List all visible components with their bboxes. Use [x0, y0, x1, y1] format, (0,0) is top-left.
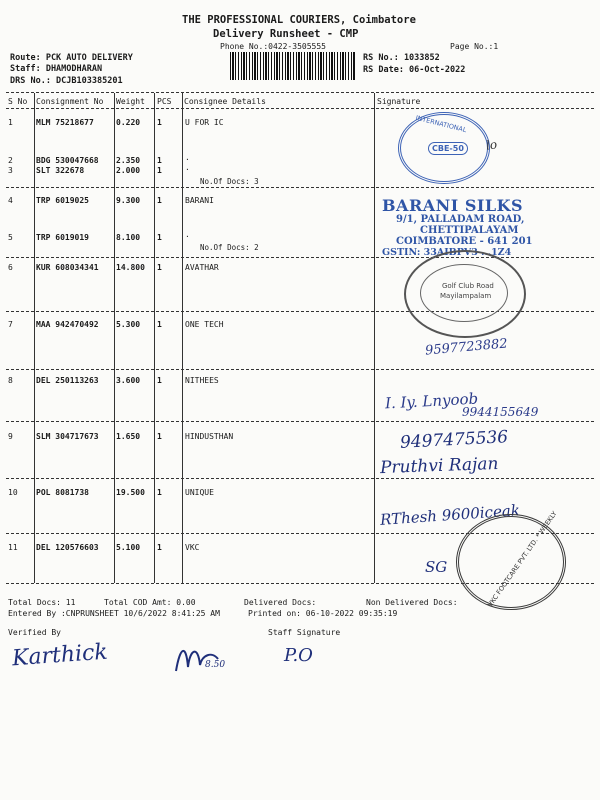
company-name: THE PROFESSIONAL COURIERS, Coimbatore — [182, 14, 416, 26]
row-weight: 2.000 — [116, 166, 141, 175]
row-sno: 11 — [8, 543, 18, 552]
barani-stamp-gstin: GSTIN: 33AIBPV3 ...1Z4 — [382, 247, 512, 258]
table-header-rule — [6, 108, 594, 109]
row-consignment: MLM 75218677 — [36, 118, 94, 127]
row-consignee: BARANI — [185, 196, 214, 205]
rs-number: RS No.: 1033852 — [363, 53, 440, 63]
row-weight: 14.800 — [116, 263, 145, 272]
col-divider — [182, 93, 183, 583]
row-pcs: 1 — [157, 432, 162, 441]
row11-signature: SG — [425, 558, 448, 576]
barani-stamp-name: BARANI SILKS — [382, 196, 524, 215]
staff: Staff: DHAMODHARAN — [10, 64, 103, 74]
row-consignment: POL 8081738 — [36, 488, 89, 497]
barani-stamp-address: 9/1, PALLADAM ROAD, — [396, 214, 525, 225]
row9-handwritten-name: Pruthvi Rajan — [379, 453, 499, 479]
row-pcs: 1 — [157, 376, 162, 385]
col-divider — [374, 93, 375, 583]
row-consignee: ONE TECH — [185, 320, 224, 329]
row-sno: 2 — [8, 156, 13, 165]
row-consignee: AVATHAR — [185, 263, 219, 272]
staff-signature-initials: P.O — [284, 645, 313, 666]
col-header-signature: Signature — [377, 97, 421, 106]
row-consignment: MAA 942470492 — [36, 320, 99, 329]
row-rule — [6, 369, 594, 370]
verified-by-label: Verified By — [8, 628, 61, 637]
row7-handwritten-phone: 9597723882 — [424, 336, 509, 359]
row-pcs: 1 — [157, 166, 162, 175]
rs-date: RS Date: 06-Oct-2022 — [363, 65, 466, 75]
row-consignment: DEL 120576603 — [36, 543, 99, 552]
row-consignee: . — [185, 153, 190, 162]
row-weight: 19.500 — [116, 488, 145, 497]
row-consignment: SLM 304717673 — [36, 432, 99, 441]
row-sno: 8 — [8, 376, 13, 385]
row-pcs: 1 — [157, 320, 162, 329]
row-weight: 2.350 — [116, 156, 141, 165]
row-weight: 0.220 — [116, 118, 141, 127]
col-header-consignment: Consignment No — [36, 97, 104, 106]
row-consignee: UNIQUE — [185, 488, 214, 497]
row-consignment: TRP 6019019 — [36, 233, 89, 242]
staff-signature-time: 8.50 — [205, 660, 226, 670]
row-weight: 5.300 — [116, 320, 141, 329]
row-consignment: TRP 6019025 — [36, 196, 89, 205]
phone-number: Phone No.:0422-3505555 — [220, 42, 326, 51]
printed-on: Printed on: 06-10-2022 09:35:19 — [248, 609, 398, 618]
school-stamp — [404, 250, 526, 338]
col-header-consignee: Consignee Details — [184, 97, 266, 106]
table-top-rule — [6, 92, 594, 93]
staff-signature-label: Staff Signature — [268, 628, 341, 637]
row-pcs: 1 — [157, 196, 162, 205]
row-pcs: 1 — [157, 263, 162, 272]
barani-stamp-address: CHETTIPALAYAM — [420, 225, 519, 236]
row-pcs: 1 — [157, 233, 162, 242]
row-consignee: . — [185, 163, 190, 172]
row-pcs: 1 — [157, 156, 162, 165]
row-sno: 9 — [8, 432, 13, 441]
non-delivered-docs: Non Delivered Docs: — [366, 598, 458, 607]
row-consignment: DEL 250113263 — [36, 376, 99, 385]
page-number: Page No.:1 — [450, 42, 499, 51]
col-divider — [154, 93, 155, 583]
row-weight: 3.600 — [116, 376, 141, 385]
barcode — [230, 52, 356, 80]
total-docs: Total Docs: 11 — [8, 598, 76, 607]
row-consignee: HINDUSTHAN — [185, 432, 234, 441]
row9-handwritten-phone: 9497475536 — [399, 427, 509, 453]
school-stamp-line: Golf Club Road — [442, 282, 494, 290]
doc-count-note: No.Of Docs: 2 — [200, 243, 259, 252]
entered-by: Entered By :CNPRUNSHEET 10/6/2022 8:41:25 AM — [8, 609, 220, 618]
row8-handwritten-phone: 9944155649 — [462, 405, 539, 419]
row-weight: 8.100 — [116, 233, 141, 242]
col-header-pcs: PCS — [157, 97, 172, 106]
row-pcs: 1 — [157, 488, 162, 497]
row-weight: 9.300 — [116, 196, 141, 205]
col-header-sno: S No — [8, 97, 28, 106]
row-sno: 10 — [8, 488, 18, 497]
row-consignee: . — [185, 230, 190, 239]
row-sno: 6 — [8, 263, 13, 272]
col-divider — [114, 93, 115, 583]
delivered-docs: Delivered Docs: — [244, 598, 317, 607]
barani-stamp-address: COIMBATORE - 641 201 — [396, 236, 533, 247]
row-rule — [6, 478, 594, 479]
row1-initials: lo — [485, 137, 498, 153]
row-weight: 1.650 — [116, 432, 141, 441]
row-consignment: BDG 530047668 — [36, 156, 99, 165]
row-sno: 7 — [8, 320, 13, 329]
international-stamp-code: CBE-50 — [428, 142, 468, 155]
sheet-title: Delivery Runsheet - CMP — [213, 28, 359, 40]
row-consignment: SLT 322678 — [36, 166, 85, 175]
row-sno: 5 — [8, 233, 13, 242]
drs-number: DRS No.: DCJB103385201 — [10, 76, 123, 86]
total-cod-amount: Total COD Amt: 0.00 — [104, 598, 196, 607]
col-divider — [34, 93, 35, 583]
school-stamp-line: Mayilampalam — [440, 292, 492, 300]
international-stamp-top-text: INTERNATIONAL — [414, 113, 468, 135]
staff-signature-scribble — [172, 637, 242, 677]
col-header-weight: Weight — [116, 97, 145, 106]
route: Route: PCK AUTO DELIVERY — [10, 53, 133, 63]
verified-by-signature: Karthick — [11, 639, 109, 672]
row-pcs: 1 — [157, 543, 162, 552]
row-consignee: NITHEES — [185, 376, 219, 385]
row10-signature: RThesh 9600iceak — [379, 501, 521, 529]
row-rule — [6, 421, 594, 422]
row-consignment: KUR 608034341 — [36, 263, 99, 272]
international-stamp — [398, 112, 490, 184]
row-sno: 4 — [8, 196, 13, 205]
row-rule — [6, 187, 594, 188]
row-consignee: VKC — [185, 543, 200, 552]
row-sno: 1 — [8, 118, 13, 127]
row8-signature: I. Iy. Lnyoob — [384, 389, 479, 413]
row-sno: 3 — [8, 166, 13, 175]
doc-count-note: No.Of Docs: 3 — [200, 177, 259, 186]
row-pcs: 1 — [157, 118, 162, 127]
row-consignee: U FOR IC — [185, 118, 224, 127]
row-weight: 5.100 — [116, 543, 141, 552]
vkc-stamp — [456, 509, 566, 610]
vkc-stamp-text: VKC FOOTCARE PVT. LTD. * WEEKLY — [486, 509, 559, 609]
